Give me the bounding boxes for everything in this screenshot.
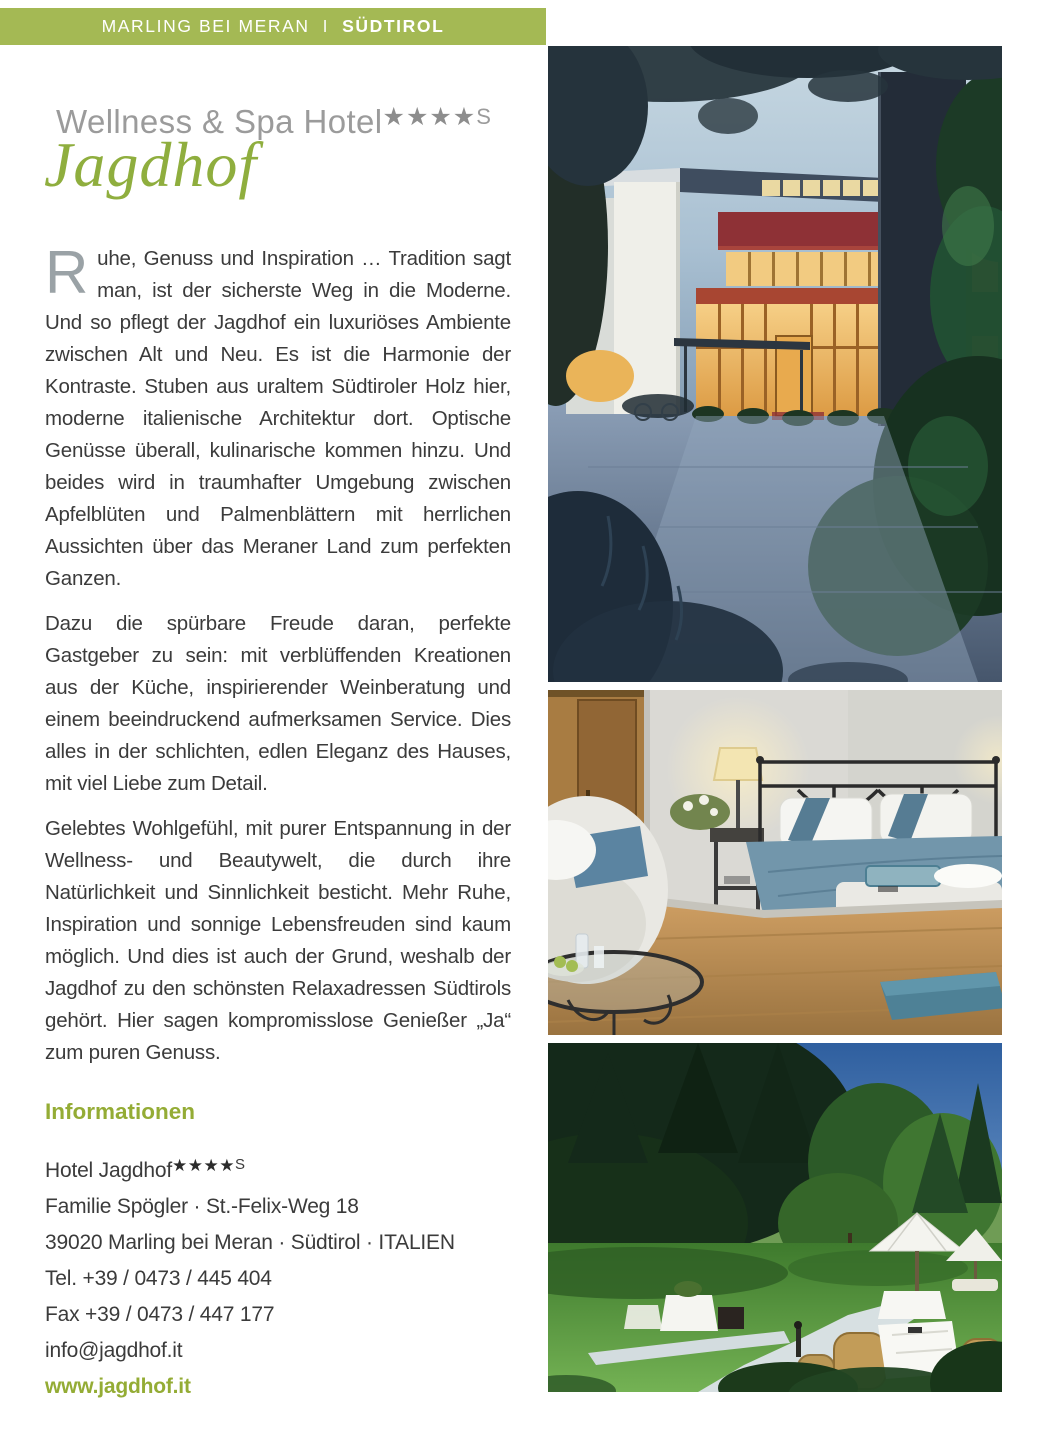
drop-cap: R [45, 239, 89, 306]
photo-hotel-bedroom [548, 690, 1002, 1035]
contact-email[interactable]: info@jagdhof.it [45, 1339, 183, 1362]
website-link[interactable]: www.jagdhof.it [45, 1375, 191, 1398]
four-stars-icon-small: ★★★★ [172, 1156, 235, 1175]
article-paragraph-2: Dazu die spürbare Freude daran, perfekte Gastgeber zu sein: mit verblüffenden Kreationen aus der Küche, inspirierender Weinberatung und einem beeindruckend aufmerksamen Service. Dies alles in der schlichten, edlen Eleganz des Hauses, mit viel Liebe zum Detail. [45, 612, 511, 795]
hotel-name: Jagdhof [44, 129, 258, 200]
informationen-heading: Informationen [45, 1099, 195, 1124]
article-text [45, 239, 511, 1405]
contact-hotel-name: Hotel Jagdhof [45, 1159, 172, 1182]
contact-phone: Tel. +39 / 0473 / 445 404 [45, 1267, 272, 1290]
superior-s-small: S [234, 1156, 245, 1173]
header-bar [0, 8, 546, 45]
photo-hotel-exterior-evening [548, 46, 1002, 682]
superior-s: S [476, 104, 492, 129]
contact-block [45, 1147, 511, 1405]
header-separator: I [322, 16, 330, 36]
header-location: MARLING BEI MERAN [101, 16, 310, 36]
hotel-category-label: Wellness & Spa Hotel [56, 103, 383, 140]
contact-fax: Fax +39 / 0473 / 447 177 [45, 1303, 275, 1326]
paragraph-1-text: uhe, Genuss und Inspiration … Tradition sagt man, ist der sicherste Weg in die Moderne. Und so pflegt der Jagdhof ein luxuriöses Ambiente zwischen Alt und Neu. Es ist die Harmonie der Kontraste. Stuben aus uraltem Südtiroler Holz hier, moderne italienische Architektur dort. Optische Genüsse überall, kulinarische kommen hinzu. Und beides wird in traumhafter Umgebung zwischen Apfelblüten und Palmenblättern mit herrlichen Aussichten über das Meraner Land zum perfekten Ganzen. [45, 247, 511, 590]
contact-hotel-line [45, 1147, 511, 1189]
contact-address-line: 39020 Marling bei Meran · Südtirol · ITALIEN [45, 1231, 455, 1254]
photo-hotel-garden [548, 1043, 1002, 1392]
article-paragraph-3: Gelebtes Wohlgefühl, mit purer Entspannung in der Wellness- und Beautywelt, die durch ihre Natürlichkeit und Sinnlichkeit besticht. Mehr Ruhe, Inspiration und sonnige Lebensfreuden sind kaum möglich. Und dies ist auch der Grund, weshalb der Jagdhof zu den schönsten Relaxadressen Südtirols gehört. Hier sagen kompromisslose Genießer „Ja“ zum puren Genuss. [45, 817, 511, 1064]
article-paragraph-1 [45, 239, 511, 595]
four-stars-icon: ★★★★ [382, 103, 477, 131]
header-region: SÜDTIROL [342, 16, 445, 36]
contact-family-line: Familie Spögler · St.-Felix-Weg 18 [45, 1195, 359, 1218]
